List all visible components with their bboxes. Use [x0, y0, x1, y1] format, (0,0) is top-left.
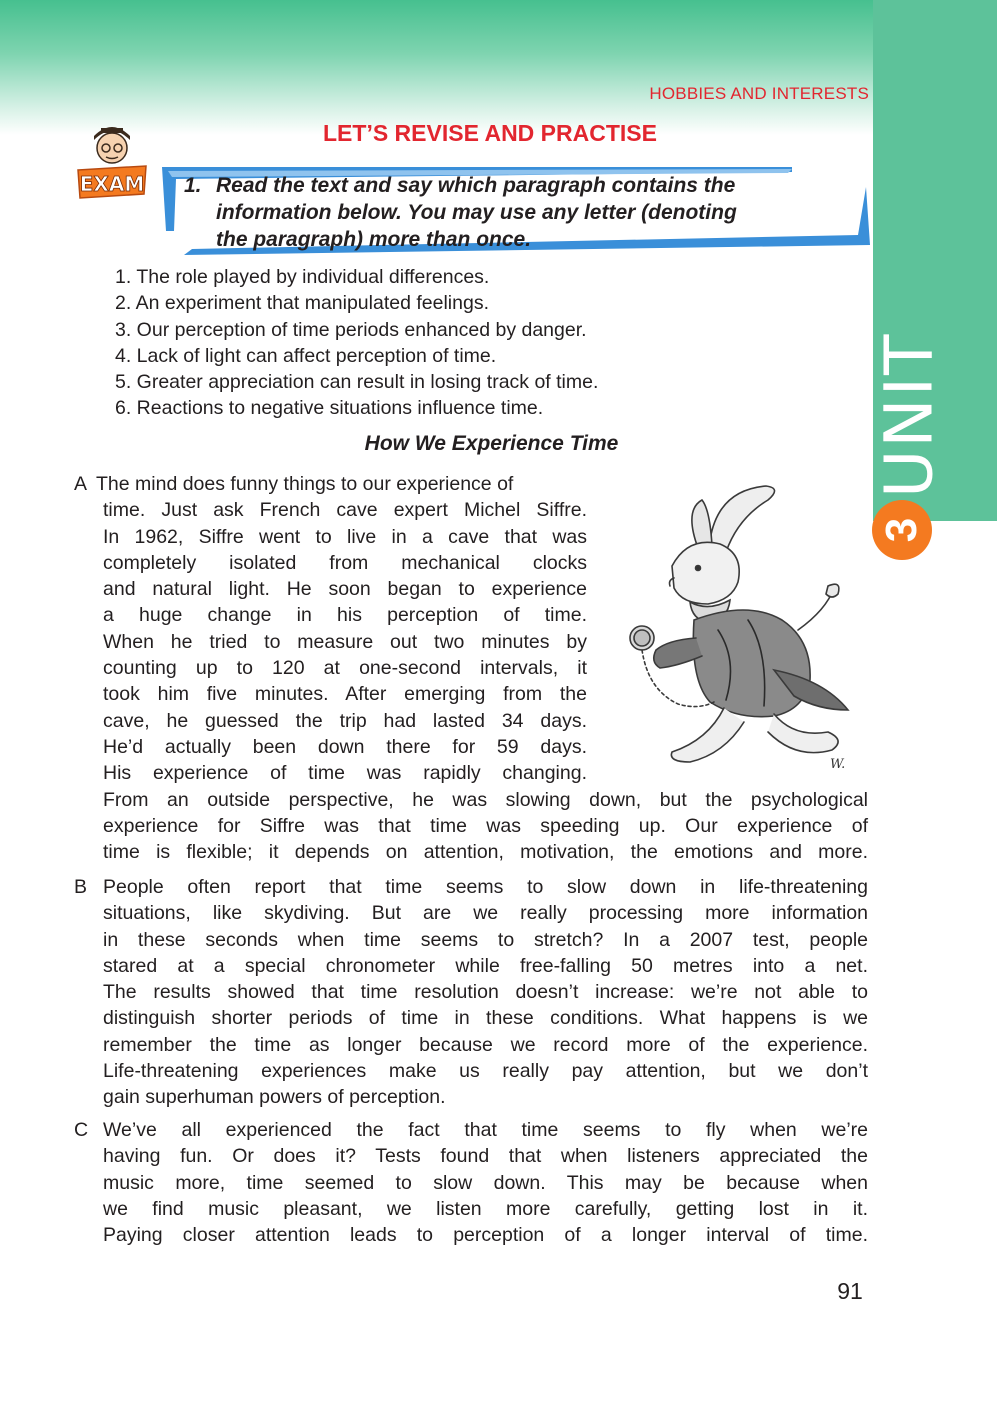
paragraph-line: Life-threatening experiences make us really pay attention, but we don’t — [103, 1060, 868, 1083]
paragraph-line: experience for Siffre was that time was speeding up. Our experience of — [103, 814, 868, 837]
paragraph-letter: C — [74, 1119, 89, 1141]
paragraph-line: The results showed that time resolution doesn’t increase: we’re not able to — [103, 981, 868, 1004]
task-line-2: information below. You may use any letter (denoting — [216, 201, 737, 224]
paragraph-line: We’ve all experienced the fact that time seems to fly when we’re — [103, 1119, 868, 1141]
paragraph-c — [74, 1117, 869, 1248]
task-line-3: the paragraph) more than once. — [216, 228, 532, 251]
task-line-1: Read the text and say which paragraph contains the — [216, 174, 736, 197]
paragraph-line: time is flexible; it depends on attention, motivation, the emotions and more. — [103, 841, 868, 864]
section-header: HOBBIES AND INTERESTS — [649, 84, 869, 103]
exam-badge-icon — [72, 122, 152, 202]
unit-label: UNIT — [870, 332, 948, 498]
list-item: 2. An experiment that manipulated feelings. — [115, 292, 489, 315]
paragraph-line: and natural light. He soon began to experience — [103, 578, 587, 601]
list-item: 1. The role played by individual differences. — [115, 266, 490, 288]
exam-badge-text: EXAM — [79, 172, 145, 196]
paragraph-line: music more, time seemed to slow down. This may be because when — [103, 1171, 868, 1194]
paragraph-line: completely isolated from mechanical clocks — [103, 551, 587, 574]
white-rabbit-illustration — [598, 470, 870, 782]
revise-title: LET’S REVISE AND PRACTISE — [323, 120, 657, 146]
list-item: 5. Greater appreciation can result in losing track of time. — [115, 371, 599, 394]
illustration-signature: W. — [830, 757, 846, 772]
paragraph-line: took him five minutes. After emerging from the — [103, 683, 587, 706]
page-number: 91 — [837, 1278, 863, 1304]
paragraph-line: People often report that time seems to slow down in life-threatening — [103, 876, 868, 898]
paragraph-line: a huge change in his perception of time. — [103, 604, 587, 627]
paragraph-b — [74, 874, 869, 1111]
paragraph-line: From an outside perspective, he was slowing down, but the psychological — [103, 788, 868, 811]
unit-number-badge: 3 — [872, 500, 932, 560]
paragraph-letter: B — [74, 876, 88, 898]
task-number: 1. — [184, 174, 202, 197]
text-title: How We Experience Time — [364, 432, 619, 455]
statement-list — [115, 264, 598, 422]
list-item: 4. Lack of light can affect perception of time. — [115, 344, 497, 367]
paragraph-line: stared at a special chronometer while free-falling 50 metres into a net. — [103, 954, 868, 977]
paragraph-line: Paying closer attention leads to perception of a longer interval of time. — [103, 1224, 868, 1247]
paragraph-line: His experience of time was rapidly changing. — [103, 762, 587, 785]
paragraph-line: gain superhuman powers of perception. — [103, 1086, 446, 1109]
list-item: 3. Our perception of time periods enhanced by danger. — [115, 318, 587, 341]
list-item: 6. Reactions to negative situations influence time. — [115, 397, 544, 420]
paragraph-line: time. Just ask French cave expert Michel Siffre. — [103, 499, 587, 522]
paragraph-line: having fun. Or does it? Tests found that when listeners appreciated the — [103, 1145, 868, 1168]
top-green-band — [0, 0, 873, 135]
paragraph-line: we find music pleasant, we listen more carefully, getting lost in it. — [103, 1197, 868, 1220]
paragraph-line: situations, like skydiving. But are we really processing more information — [103, 902, 868, 925]
paragraph-line: distinguish shorter periods of time in these conditions. What happens is we — [103, 1007, 868, 1030]
task-instruction — [184, 172, 854, 253]
paragraph-line: counting up to 120 at one-second intervals, it — [103, 657, 587, 680]
paragraph-line: The mind does funny things to our experience of — [96, 473, 514, 495]
paragraph-line: When he tried to measure out two minutes by — [103, 630, 587, 653]
paragraph-letter: A — [74, 473, 88, 495]
paragraph-line: In 1962, Siffre went to live in a cave that was — [103, 525, 587, 548]
paragraph-line: He’d actually been down there for 59 days. — [103, 735, 587, 758]
paragraph-line: cave, he guessed the trip had lasted 34 days. — [103, 709, 587, 732]
paragraph-line: remember the time as longer because we record more of the experience. — [103, 1033, 868, 1056]
paragraph-line: in these seconds when time seems to stretch? In a 2007 test, people — [103, 928, 868, 951]
